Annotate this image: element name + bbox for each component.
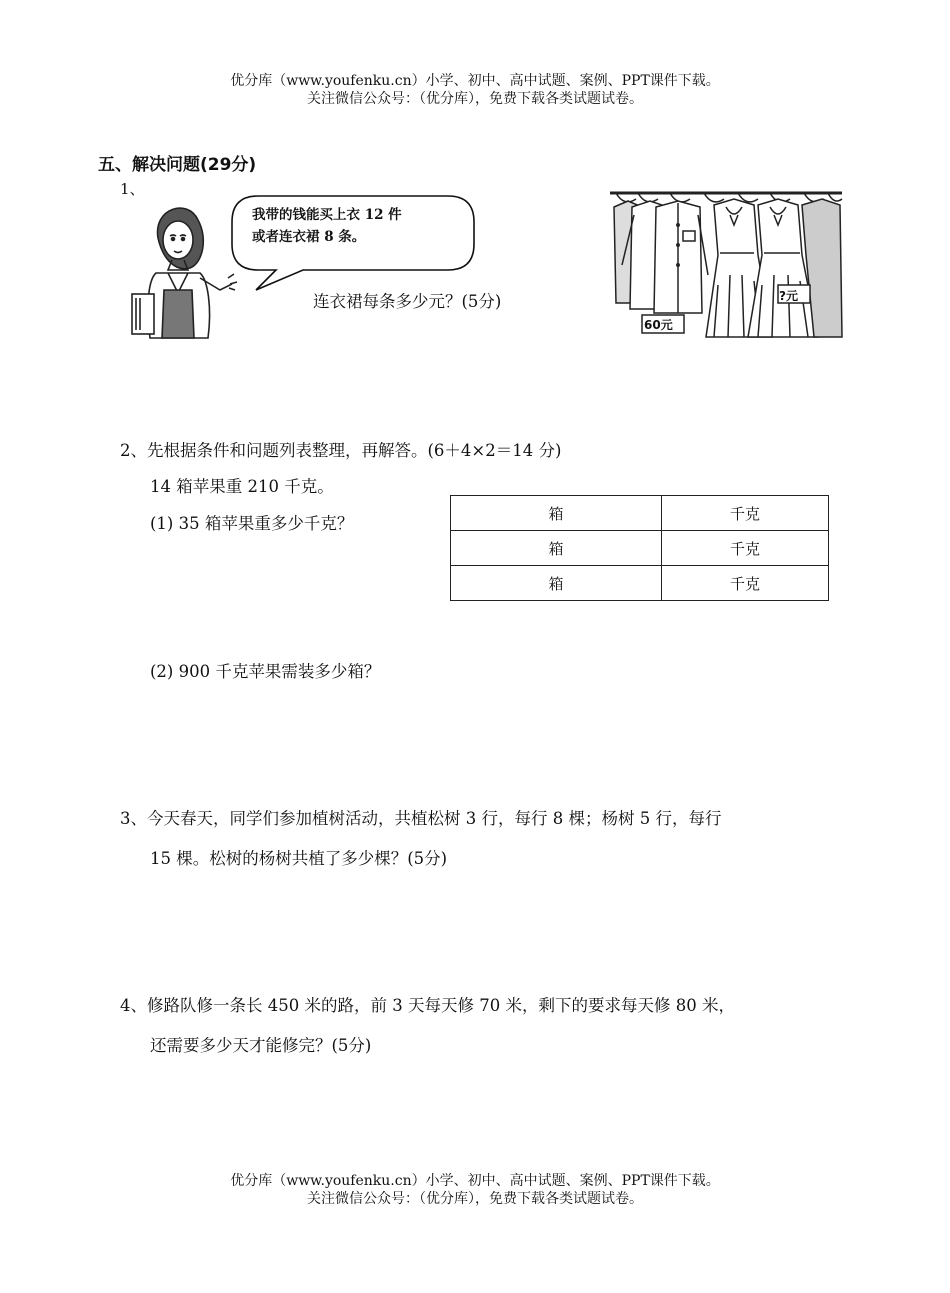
q2-given: 14 箱苹果重 210 千克。 (150, 477, 334, 496)
table-cell-kg: 千克 (662, 496, 829, 531)
dress-price-tag: ?元 (779, 289, 798, 303)
speech-line-1: 我带的钱能买上衣 12 件 (252, 207, 402, 223)
q1-question: 连衣裙每条多少元？(5分) (313, 292, 502, 311)
table-cell-kg: 千克 (662, 566, 829, 601)
table-cell-box: 箱 (451, 566, 662, 601)
shirt-price-tag: 60元 (644, 318, 673, 332)
speech-line-2: 或者连衣裙 8 条。 (252, 229, 366, 245)
table-cell-box: 箱 (451, 531, 662, 566)
header-line-1: 优分库（www.youfenku.cn）小学、初中、高中试题、案例、PPT课件下载。 (230, 73, 720, 89)
footer-line-1: 优分库（www.youfenku.cn）小学、初中、高中试题、案例、PPT课件下载。 (230, 1173, 720, 1189)
q4-line-2: 还需要多少天才能修完？(5分) (150, 1036, 372, 1055)
table-row (451, 531, 829, 566)
girl-illustration (128, 198, 238, 346)
q2-prompt: 2、先根据条件和问题列表整理，再解答。(6＋4×2＝14 分) (120, 441, 562, 460)
table-cell-box: 箱 (451, 496, 662, 531)
q2-sub1: (1) 35 箱苹果重多少千克？ (150, 514, 354, 533)
q3-line-1: 3、今天春天，同学们参加植树活动，共植松树 3 行，每行 8 棵；杨树 5 行，每行 (120, 809, 722, 828)
table-row (451, 566, 829, 601)
data-table (450, 495, 829, 601)
table-cell-kg: 千克 (662, 531, 829, 566)
section-title: 五、解决问题(29分) (98, 155, 257, 175)
table-row (451, 496, 829, 531)
header-line-2: 关注微信公众号：（优分库），免费下载各类试题试卷。 (307, 91, 643, 107)
q1-number: 1、 (120, 180, 145, 198)
footer-line-2: 关注微信公众号：（优分库），免费下载各类试题试卷。 (307, 1191, 643, 1207)
q2-sub2: (2) 900 千克苹果需装多少箱？ (150, 662, 381, 681)
q3-line-2: 15 棵。松树的杨树共植了多少棵？(5分) (150, 849, 448, 868)
q4-line-1: 4、修路队修一条长 450 米的路，前 3 天每天修 70 米，剩下的要求每天修 80 米， (120, 996, 735, 1015)
